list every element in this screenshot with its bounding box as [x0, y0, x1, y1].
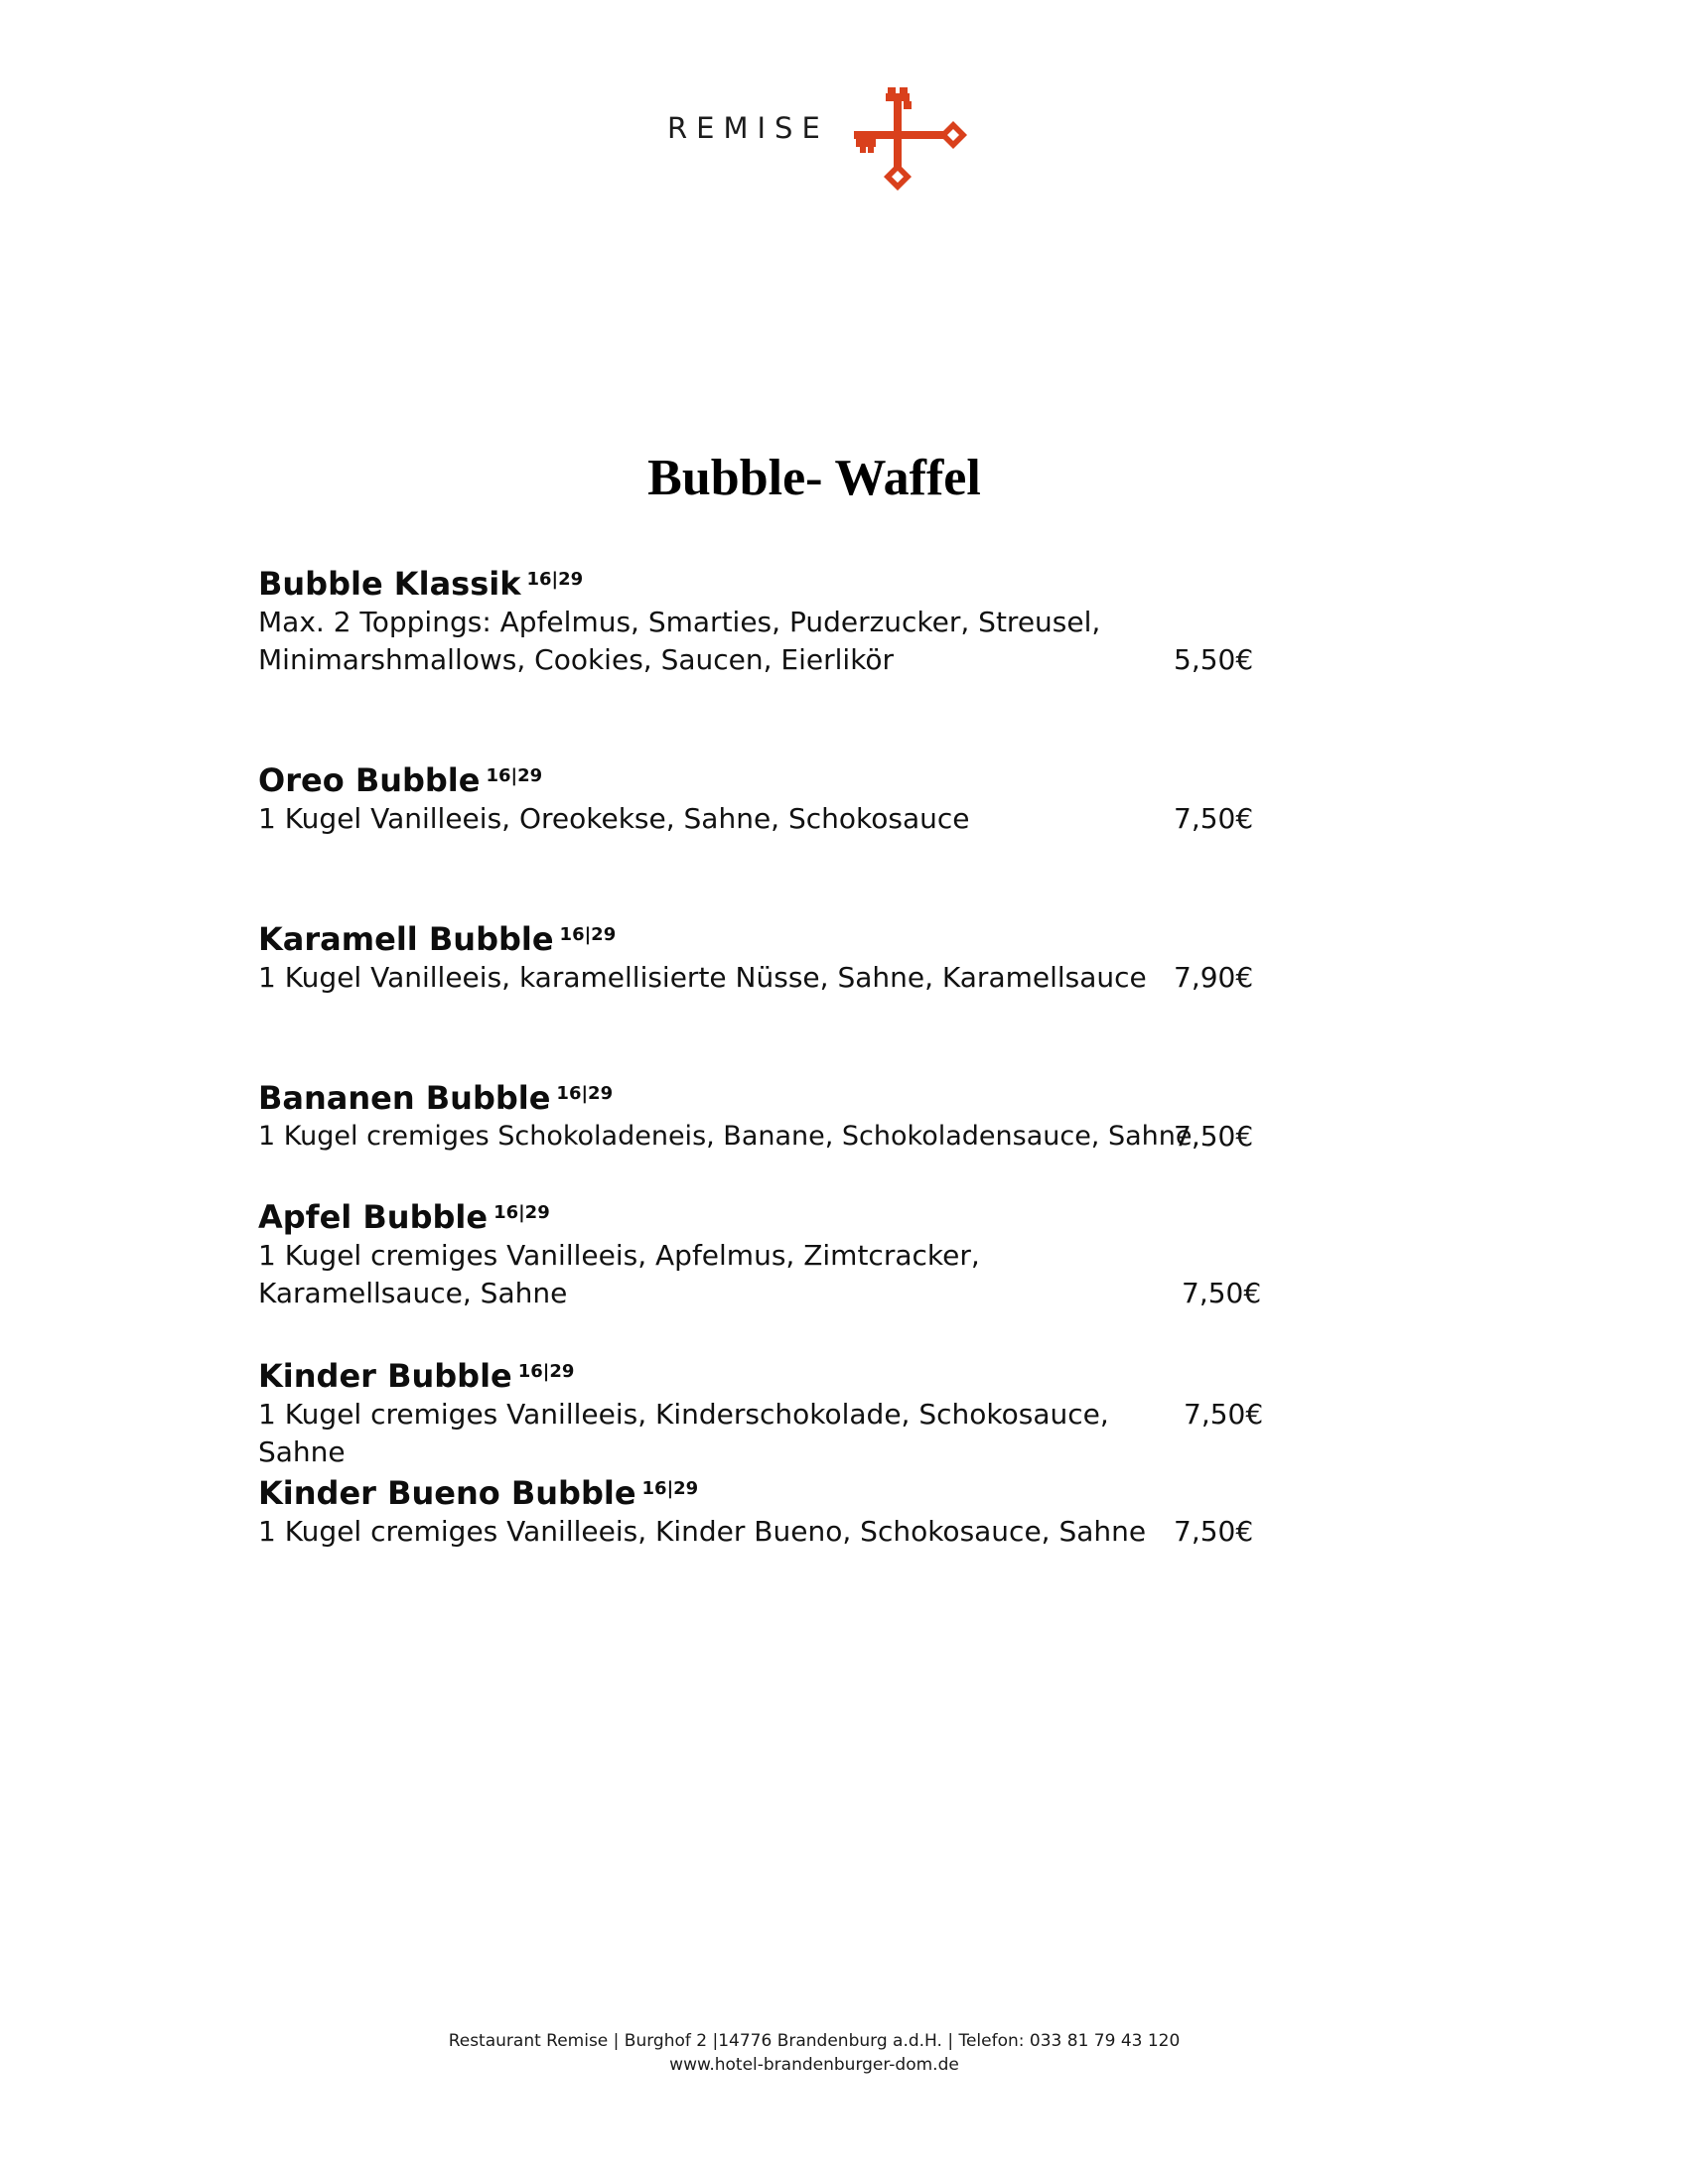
allergen-codes: 16|29	[556, 1083, 614, 1104]
item-price: 7,50€	[1174, 1515, 1254, 1548]
footer	[0, 2029, 1628, 2077]
item-description: 1 Kugel cremiges Vanilleeis, Kinder Bueno, Schokosauce, Sahne	[258, 1515, 1147, 1548]
allergen-codes: 16|29	[526, 569, 584, 590]
item-price: 7,50€	[1174, 802, 1254, 835]
allergen-codes: 16|29	[641, 1478, 699, 1499]
item-price: 7,90€	[1174, 961, 1254, 994]
item-description: 1 Kugel cremiges Vanilleeis, Kinderschokolade, Schokosauce, Sahne	[258, 1398, 1109, 1468]
allergen-codes: 16|29	[559, 924, 617, 945]
item-name: Apfel Bubble $^{16|29}$	[258, 1198, 550, 1236]
item-name: Bubble Klassik $^{16|29}$	[258, 565, 584, 603]
menu-item-bubble-klassik	[258, 564, 1261, 679]
allergen-codes: 16|29	[493, 1202, 550, 1223]
allergen-codes: 16|29	[486, 765, 543, 786]
item-price: 5,50€	[1174, 643, 1254, 676]
item-description: 1 Kugel Vanilleeis, karamellisierte Nüsse, Sahne, Karamellsauce	[258, 961, 1147, 994]
item-price: 7,50€	[1184, 1398, 1264, 1431]
allergen-codes: 16|29	[517, 1361, 575, 1382]
footer-website: www.hotel-brandenburger-dom.de	[669, 2055, 959, 2075]
menu-item-oreo-bubble	[258, 760, 1261, 838]
item-name: Kinder Bueno Bubble $^{16|29}$	[258, 1474, 699, 1512]
crossed-keys-icon	[854, 87, 969, 193]
logo-text: REMISE	[667, 111, 829, 145]
page-title: Bubble- Waffel	[647, 450, 981, 506]
item-description: Max. 2 Toppings: Apfelmus, Smarties, Puderzucker, Streusel, Minimarshmallows, Cookies, Saucen, Eierlikör	[258, 606, 1101, 676]
menu-item-bananen-bubble	[258, 1078, 1261, 1156]
menu-item-kinder-bubble	[258, 1356, 1264, 1471]
item-price: 7,50€	[1182, 1277, 1262, 1309]
item-name: Kinder Bubble $^{16|29}$	[258, 1357, 575, 1395]
item-name: Oreo Bubble $^{16|29}$	[258, 761, 543, 799]
item-description: 1 Kugel Vanilleeis, Oreokekse, Sahne, Schokosauce	[258, 802, 970, 835]
item-price: 7,50€	[1174, 1120, 1254, 1153]
footer-address: Restaurant Remise | Burghof 2 |14776 Brandenburg a.d.H. | Telefon: 033 81 79 43 120	[448, 2031, 1181, 2051]
menu-item-kinder-bueno-bubble	[258, 1473, 1261, 1551]
logo	[667, 87, 985, 197]
item-name: Bananen Bubble $^{16|29}$	[258, 1079, 614, 1117]
item-name: Karamell Bubble $^{16|29}$	[258, 920, 617, 958]
menu-item-karamell-bubble	[258, 919, 1261, 997]
item-description: 1 Kugel cremiges Schokoladeneis, Banane, Schokoladensauce, Sahne	[258, 1121, 1193, 1152]
item-description: 1 Kugel cremiges Vanilleeis, Apfelmus, Zimtcracker, Karamellsauce, Sahne	[258, 1239, 980, 1309]
menu-item-apfel-bubble	[258, 1197, 1261, 1312]
